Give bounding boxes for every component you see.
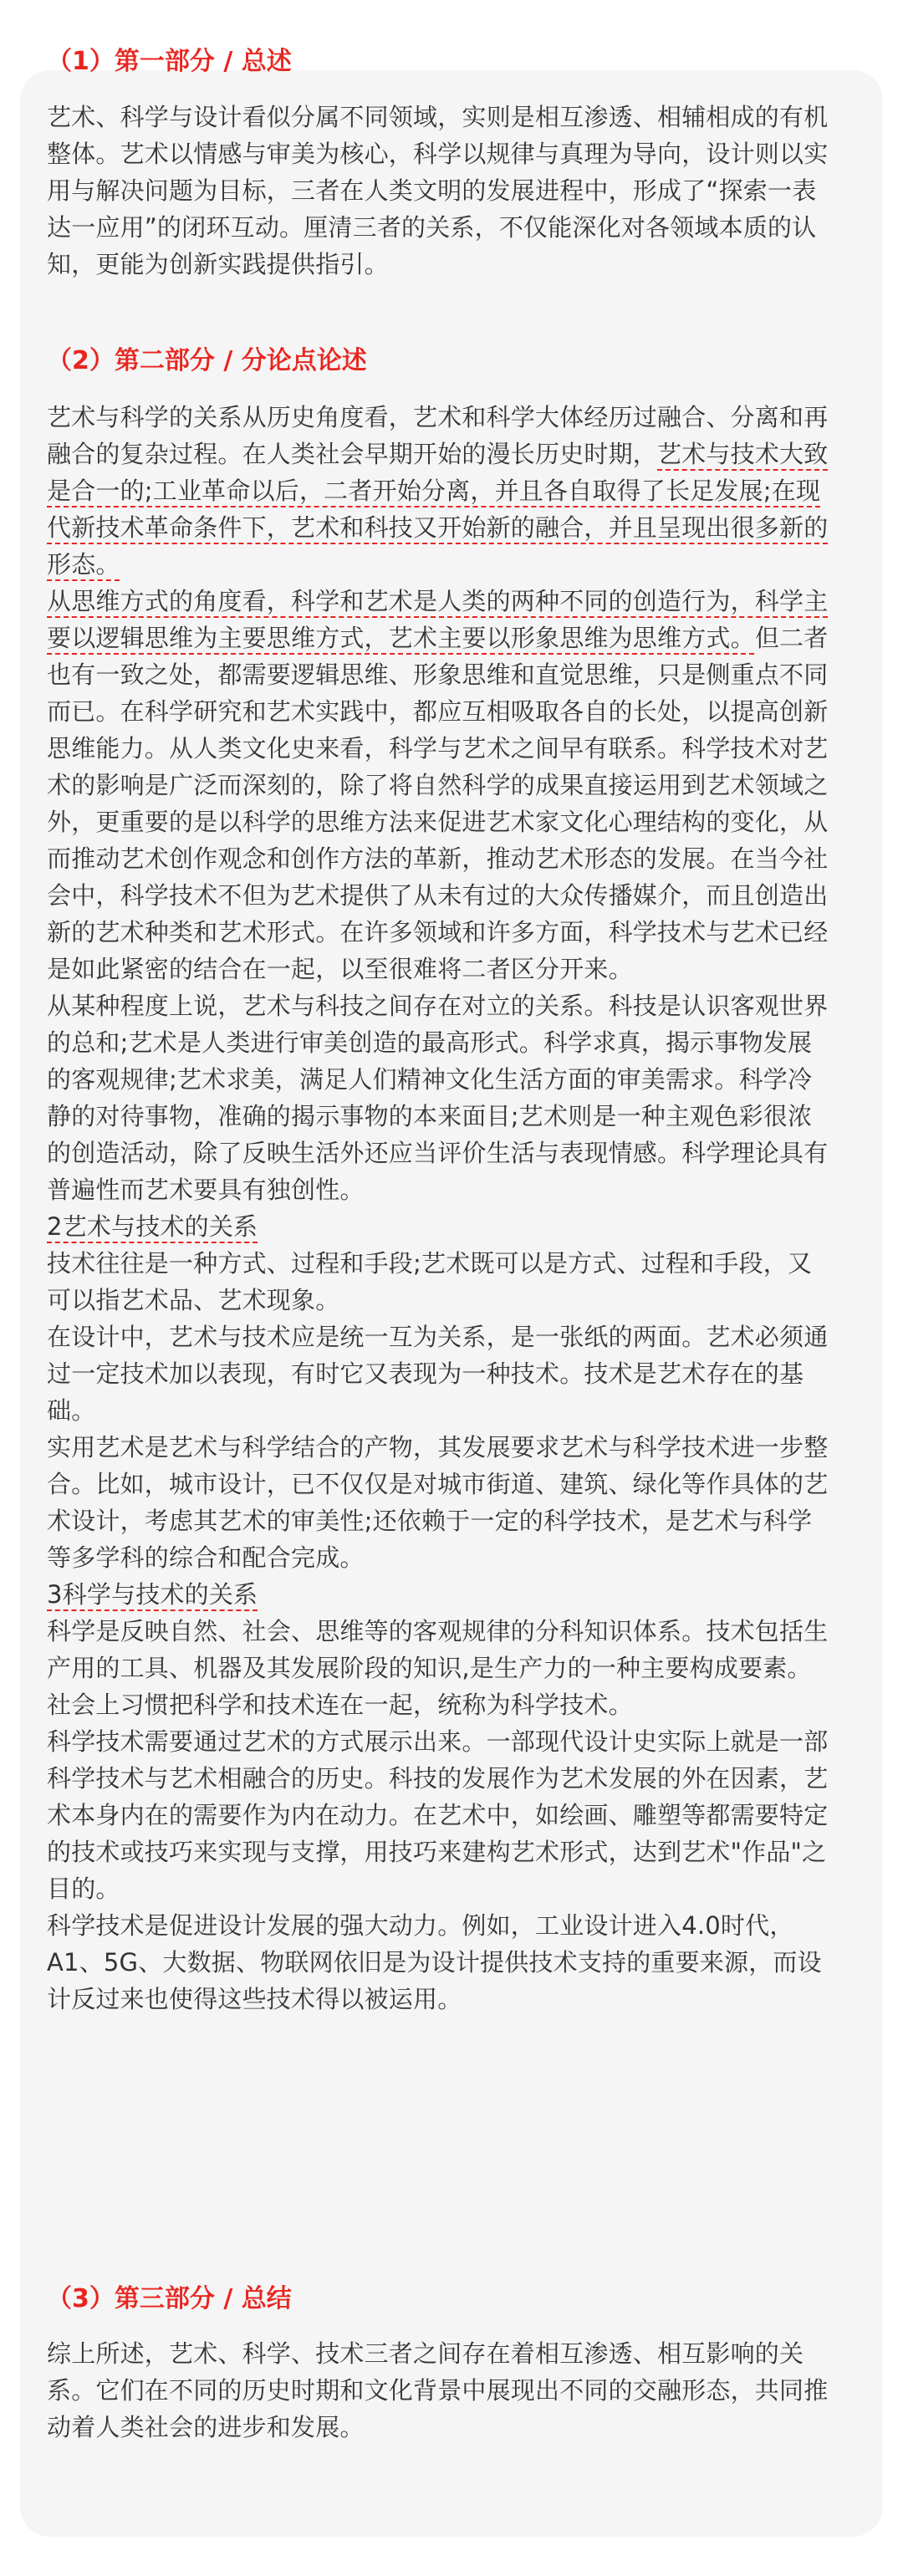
text-segment: 外，更重要的是以科学的思维方法来促进艺术家文化心理结构的变化，从 xyxy=(47,808,829,836)
text-segment: 新的艺术种类和艺术形式。在许多领域和许多方面，科学技术与艺术已经 xyxy=(47,918,829,946)
text-line xyxy=(47,1429,875,1466)
text-segment: 普遍性而艺术要具有独创性。 xyxy=(47,1176,365,1204)
text-segment: 综上所述，艺术、科学、技术三者之间存在着相互渗透、相互影响的关 xyxy=(47,2339,804,2368)
text-line xyxy=(47,246,875,283)
text-line xyxy=(47,2409,875,2446)
text-line xyxy=(47,1502,875,1539)
text-segment: 艺术与科学的关系从历史角度看，艺术和科学大体经历过融合、分离和再 xyxy=(47,403,829,431)
text-line xyxy=(47,914,875,951)
text-line xyxy=(47,767,875,803)
text-segment: 术本身内在的需要作为内在动力。在艺术中，如绘画、雕塑等都需要特定 xyxy=(47,1801,829,1829)
text-segment: 的客观规律;艺术求美，满足人们精神文化生活方面的审美需求。科学冷 xyxy=(47,1065,813,1094)
text-line xyxy=(47,99,875,135)
text-segment: 过一定技术加以表现，有时它又表现为一种技术。技术是艺术存在的基 xyxy=(47,1359,804,1388)
underlined-text: 是合一的;工业革命以后，二者开始分离，并且各自取得了长足发展;在现 xyxy=(47,477,821,505)
text-line xyxy=(47,1686,875,1723)
text-line xyxy=(47,1392,875,1429)
text-segment: 从某种程度上说，艺术与科技之间存在对立的关系。科技是认识客观世界 xyxy=(47,992,829,1020)
text-line xyxy=(47,1576,875,1613)
text-segment: 实用艺术是艺术与科学结合的产物，其发展要求艺术与科学技术进一步整 xyxy=(47,1433,829,1461)
text-segment: 的总和;艺术是人类进行审美创造的最高形式。科学求真，揭示事物发展 xyxy=(47,1028,813,1057)
underlined-text: 代新技术革命条件下，艺术和科技又开始新的融合，并且呈现出很多新的 xyxy=(47,513,829,542)
text-segment: 目的。 xyxy=(47,1875,120,1903)
text-segment: 科学是反映自然、社会、思维等的客观规律的分科知识体系。技术包括生 xyxy=(47,1617,829,1645)
underlined-text: 要以逻辑思维为主要思维方式，艺术主要以形象思维为思维方式。 xyxy=(47,624,755,652)
text-segment: 思维能力。从人类文化史来看，科学与艺术之间早有联系。科学技术对艺 xyxy=(47,734,829,763)
text-line xyxy=(47,656,875,693)
text-line xyxy=(47,583,875,620)
text-segment: 术设计，考虑其艺术的审美性;还依赖于一定的科学技术，是艺术与科学 xyxy=(47,1507,813,1535)
text-line xyxy=(47,509,875,546)
text-segment: 整体。艺术以情感与审美为核心，科学以规律与真理为导向，设计则以实 xyxy=(47,140,829,168)
text-line xyxy=(47,2372,875,2409)
text-segment: 技术往往是一种方式、过程和手段;艺术既可以是方式、过程和手段，又 xyxy=(47,1249,813,1278)
text-segment: 用与解决问题为目标，三者在人类文明的发展进程中，形成了“探索一表 xyxy=(47,176,817,205)
text-segment: 的技术或技巧来实现与支撑，用技巧来建构艺术形式，达到艺术"作品"之 xyxy=(47,1838,827,1866)
text-segment: 社会上习惯把科学和技术连在一起，统称为科学技术。 xyxy=(47,1691,633,1719)
text-segment: 知，更能为创新实践提供指引。 xyxy=(47,250,389,278)
text-line xyxy=(47,620,875,656)
text-segment: 科学技术与艺术相融合的历史。科技的发展作为艺术发展的外在因素，艺 xyxy=(47,1764,829,1793)
text-line xyxy=(47,1981,875,2017)
text-segment: 融合的复杂过程。在人类社会早期开始的漫长历史时期， xyxy=(47,440,658,468)
text-segment: 动着人类社会的进步和发展。 xyxy=(47,2413,365,2441)
text-segment: 计反过来也使得这些技术得以被运用。 xyxy=(47,1985,462,2013)
text-line xyxy=(47,803,875,840)
text-line xyxy=(47,172,875,209)
text-segment: 在设计中，艺术与技术应是统一互为关系，是一张纸的两面。艺术必须通 xyxy=(47,1323,829,1351)
text-segment: 的创造活动，除了反映生活外还应当评价生活与表现情感。科学理论具有 xyxy=(47,1139,829,1167)
text-line xyxy=(47,1723,875,1760)
text-line xyxy=(47,1466,875,1502)
text-line xyxy=(47,2335,875,2372)
text-line xyxy=(47,987,875,1024)
text-line xyxy=(47,1907,875,1944)
text-line xyxy=(47,1135,875,1171)
text-line xyxy=(47,1834,875,1870)
text-line xyxy=(47,1245,875,1282)
section-1-body xyxy=(47,99,875,283)
text-segment: 科学技术是促进设计发展的强大动力。例如，工业设计进入4.0时代， xyxy=(47,1911,794,1940)
text-segment: 是如此紧密的结合在一起，以至很难将二者区分开来。 xyxy=(47,955,633,983)
text-segment: 但二者 xyxy=(754,624,829,652)
underlined-text: 3科学与技术的关系 xyxy=(47,1580,258,1609)
text-line xyxy=(47,1171,875,1208)
text-line xyxy=(47,840,875,877)
text-segment: 术的影响是广泛而深刻的，除了将自然科学的成果直接运用到艺术领域之 xyxy=(47,771,829,799)
text-segment: 可以指艺术品、艺术现象。 xyxy=(47,1286,340,1314)
text-line xyxy=(47,1098,875,1135)
section-1-heading: （1）第一部分 / 总述 xyxy=(47,47,292,76)
text-line xyxy=(47,1944,875,1981)
text-segment: 而已。在科学研究和艺术实践中，都应互相吸取各自的长处，以提高创新 xyxy=(47,697,829,726)
text-line xyxy=(47,209,875,246)
text-segment: 合。比如，城市设计，已不仅仅是对城市街道、建筑、绿化等作具体的艺 xyxy=(47,1470,829,1498)
text-line xyxy=(47,877,875,914)
text-segment: 科学技术需要通过艺术的方式展示出来。一部现代设计史实际上就是一部 xyxy=(47,1727,829,1756)
text-line xyxy=(47,1208,875,1245)
text-line xyxy=(47,951,875,987)
text-line xyxy=(47,472,875,509)
text-segment: 产用的工具、机器及其发展阶段的知识,是生产力的一种主要构成要素。 xyxy=(47,1654,812,1682)
underlined-text: 艺术与技术大致 xyxy=(657,440,829,468)
text-line xyxy=(47,1319,875,1355)
text-segment: 而推动艺术创作观念和创作方法的革新，推动艺术形态的发展。在当今社 xyxy=(47,844,829,873)
text-line xyxy=(47,399,875,436)
text-segment: A1、5G、大数据、物联网依旧是为设计提供技术支持的重要来源，而设 xyxy=(47,1948,822,1977)
text-line xyxy=(47,546,875,583)
text-line xyxy=(47,436,875,472)
text-line xyxy=(47,1282,875,1319)
text-line xyxy=(47,1650,875,1686)
underlined-text: 从思维方式的角度看，科学和艺术是人类的两种不同的创造行为，科学主 xyxy=(47,587,829,615)
text-line xyxy=(47,1539,875,1576)
text-segment: 静的对待事物，准确的揭示事物的本来面目;艺术则是一种主观色彩很浓 xyxy=(47,1102,813,1130)
text-segment: 达一应用”的闭环互动。厘清三者的关系，不仅能深化对各领域本质的认 xyxy=(47,213,817,242)
text-segment: 础。 xyxy=(47,1396,96,1425)
text-line xyxy=(47,1061,875,1098)
text-line xyxy=(47,1870,875,1907)
underlined-text: 形态。 xyxy=(47,550,120,579)
section-2-body xyxy=(47,399,875,2017)
text-segment: 也有一致之处，都需要逻辑思维、形象思维和直觉思维，只是侧重点不同 xyxy=(47,661,829,689)
text-line xyxy=(47,135,875,172)
section-3-body xyxy=(47,2335,875,2446)
text-segment: 会中，科学技术不但为艺术提供了从未有过的大众传播媒介，而且创造出 xyxy=(47,881,829,910)
section-3-heading: （3）第三部分 / 总结 xyxy=(47,2284,292,2313)
text-line xyxy=(47,1024,875,1061)
text-line xyxy=(47,1355,875,1392)
text-segment: 艺术、科学与设计看似分属不同领域，实则是相互渗透、相辅相成的有机 xyxy=(47,103,829,131)
text-line xyxy=(47,1613,875,1650)
underlined-text: 2艺术与技术的关系 xyxy=(47,1212,258,1241)
text-segment: 系。它们在不同的历史时期和文化背景中展现出不同的交融形态，共同推 xyxy=(47,2376,829,2405)
text-segment: 等多学科的综合和配合完成。 xyxy=(47,1543,365,1572)
text-line xyxy=(47,693,875,730)
text-line xyxy=(47,1760,875,1797)
text-line xyxy=(47,730,875,767)
text-line xyxy=(47,1797,875,1834)
section-2-heading: （2）第二部分 / 分论点论述 xyxy=(47,346,367,375)
